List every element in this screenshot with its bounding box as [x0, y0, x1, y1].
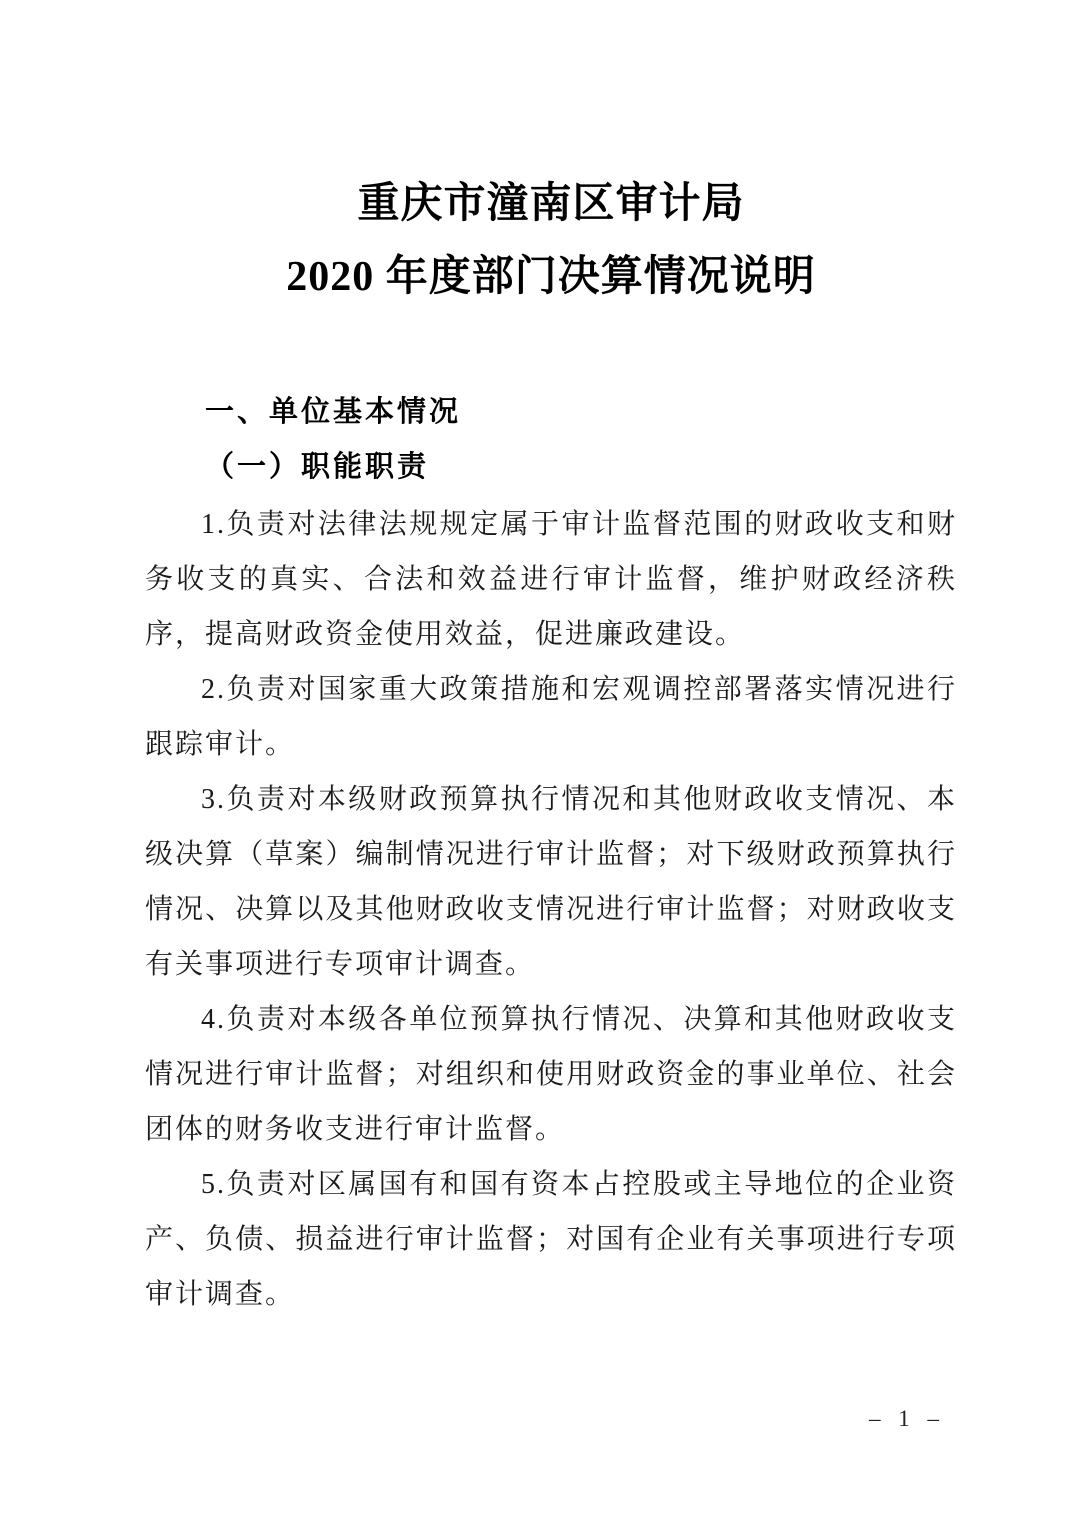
paragraph-1: 1.负责对法律法规规定属于审计监督范围的财政收支和财务收支的真实、合法和效益进行审计监督，维护财政经济秩序，提高财政资金使用效益，促进廉政建设。 [145, 509, 957, 650]
paragraph-2: 2.负责对国家重大政策措施和宏观调控部署落实情况进行跟踪审计。 [145, 674, 957, 760]
page-number: – 1 – [869, 1406, 945, 1431]
paragraph-5: 5.负责对区属国有和国有资本占控股或主导地位的企业资产、负债、损益进行审计监督；对国有企业有关事项进行专项审计调查。 [145, 1169, 957, 1310]
subsection-heading-duties: （一）职能职责 [205, 451, 430, 483]
section-heading-basic-info: 一、单位基本情况 [205, 396, 462, 428]
paragraph-3: 3.负责对本级财政预算执行情况和其他财政收支情况、本级决算（草案）编制情况进行审计监督；对下级财政预算执行情况、决算以及其他财政收支情况进行审计监督；对财政收支有关事项进行专项审计调查。 [145, 784, 957, 980]
document-title [145, 168, 957, 314]
body-text [145, 497, 957, 1322]
paragraph-4: 4.负责对本级各单位预算执行情况、决算和其他财政收支情况进行审计监督；对组织和使用财政资金的事业单位、社会团体的财务收支进行审计监督。 [145, 1004, 957, 1145]
document-title-line2: 2020 年度部门决算情况说明 [286, 254, 816, 300]
document-title-line1: 重庆市潼南区审计局 [357, 181, 745, 227]
